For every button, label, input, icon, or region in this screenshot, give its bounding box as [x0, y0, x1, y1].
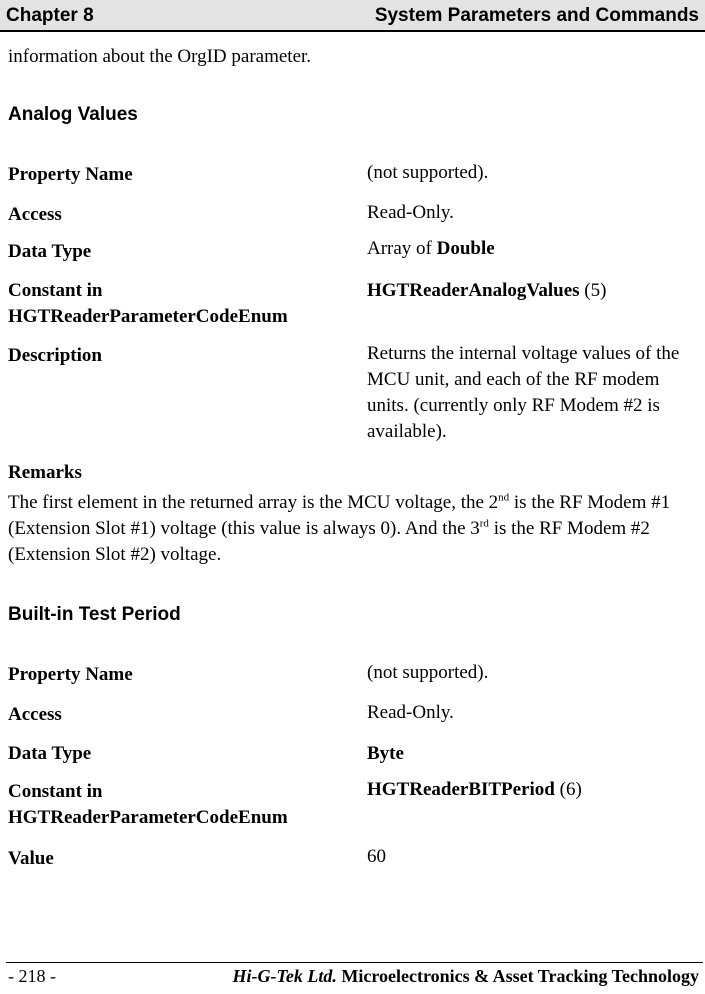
bit-constant-label: Constant in HGTReaderParameterCodeEnum [8, 781, 288, 828]
bit-access-label: Access [8, 704, 62, 725]
bit-property-name-label: Property Name [8, 664, 133, 685]
analog-remarks-label: Remarks [8, 462, 82, 483]
page-header [0, 0, 705, 32]
analog-data-type-value: Array of Double [367, 238, 495, 259]
section-title: System Parameters and Commands [374, 5, 699, 26]
bit-data-type-value: Byte [367, 743, 404, 764]
analog-constant-label: Constant in HGTReaderParameterCodeEnum [8, 280, 288, 327]
analog-property-name-label: Property Name [8, 164, 133, 185]
bit-constant-value: HGTReaderBITPeriod (6) [367, 779, 582, 800]
bit-value-value: 60 [367, 846, 386, 867]
page-number: - 218 - [8, 966, 56, 986]
footer-divider [6, 962, 703, 963]
analog-access-value: Read-Only. [367, 202, 454, 223]
analog-description-label: Description [8, 345, 102, 366]
bit-period-heading: Built-in Test Period [8, 604, 181, 625]
analog-description-value: Returns the internal voltage values of the MCU unit, and each of the RF modem units. (currently only RF Modem #2 is available). [367, 343, 680, 442]
intro-text: information about the OrgID parameter. [8, 46, 312, 67]
bit-data-type-label: Data Type [8, 743, 92, 764]
analog-data-type-label: Data Type [8, 241, 92, 262]
bit-value-label: Value [8, 848, 54, 869]
analog-remarks-text: The first element in the returned array is the MCU voltage, the 2nd is the RF Modem #1 (Extension Slot #1) voltage (this value is always 0). And the 3rd is the RF Modem #2 (Extension Slot #2) voltage. [8, 491, 671, 565]
bit-access-value: Read-Only. [367, 702, 454, 723]
analog-values-heading: Analog Values [8, 104, 138, 125]
footer-company: Hi-G-Tek Ltd. Microelectronics & Asset Tracking Technology [232, 966, 699, 986]
analog-access-label: Access [8, 204, 62, 225]
analog-constant-value: HGTReaderAnalogValues (5) [367, 280, 607, 301]
chapter-label: Chapter 8 [6, 5, 94, 26]
analog-property-name-value: (not supported). [367, 162, 489, 183]
bit-property-name-value: (not supported). [367, 662, 489, 683]
